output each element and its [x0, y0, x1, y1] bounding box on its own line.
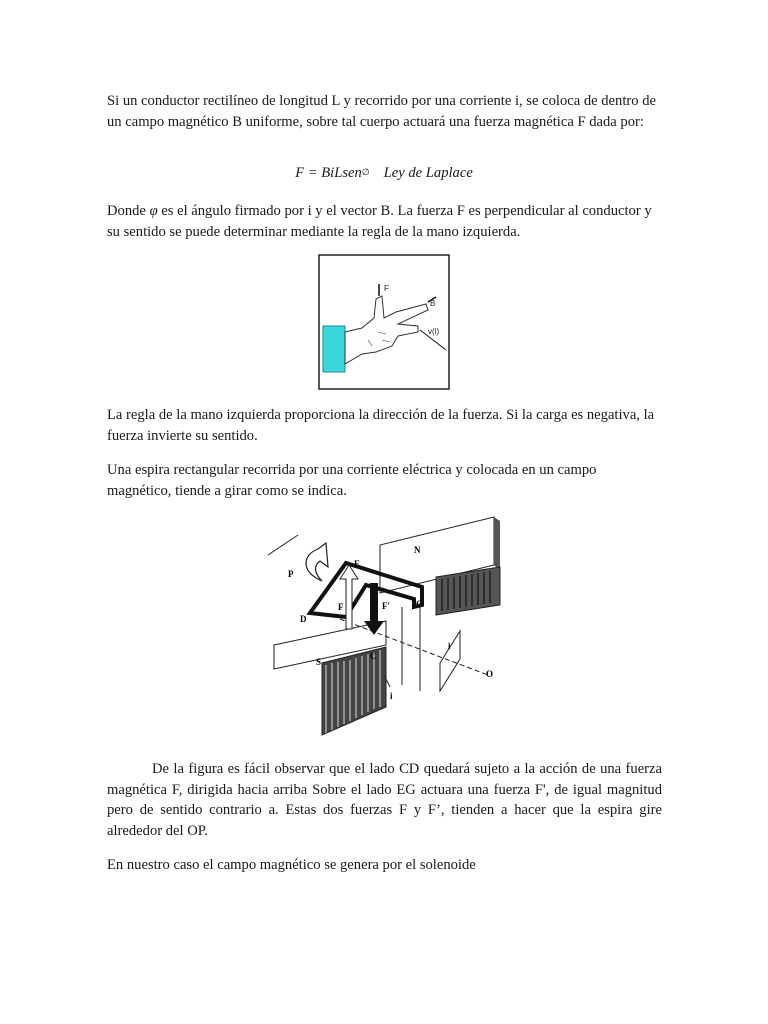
label-p: P	[288, 569, 294, 579]
north-magnet-pole	[380, 517, 500, 615]
south-magnet-pole	[274, 621, 386, 735]
solenoid-paragraph: En nuestro caso el campo magnético se genera por el solenoide	[107, 857, 476, 873]
label-i-bottom: i	[390, 691, 393, 701]
angle-text-after: es el ángulo firmado por i y el vector B. La fuerza F es perpendicular al conductor y su sentido se puede determinar mediante la regla de la mano izquierda.	[107, 203, 652, 240]
label-f: F	[338, 602, 344, 612]
formula-law-name: Ley de Laplace	[383, 165, 473, 181]
phi-symbol: φ	[149, 203, 158, 219]
intro-paragraph: Si un conductor rectilíneo de longitud L y recorrido por una corriente i, se coloca de dentro de un campo magnético B uniforme, sobre tal cuerpo actuará una fuerza magnética F dada por:	[107, 93, 656, 130]
conclusion-paragraph	[107, 759, 662, 841]
label-g: G	[416, 599, 424, 609]
conclusion-text: De la figura es fácil observar que el lado CD quedará sujeto a la acción de una fuerza magnética F, dirigida hacia arriba Sobre el lado EG actuara una fuerza F', de igual magnitud pero de sentido contrario a. Estas dos fuerzas F y F’, tienden a hacer que la espira gire alrededor del OP.	[107, 761, 662, 839]
label-c: C	[370, 651, 377, 661]
pole-edge-line	[268, 535, 298, 555]
angle-text-before: Donde	[107, 203, 150, 219]
rotation-arrow	[306, 543, 328, 581]
label-d: D	[300, 614, 307, 624]
label-o: O	[486, 669, 494, 679]
sleeve-cuff	[323, 326, 345, 372]
formula-phi-symbol: ∅	[361, 167, 370, 177]
formula-expression: F = BiLsen	[295, 165, 362, 181]
force-label: F	[384, 284, 389, 293]
left-hand-rule-figure	[318, 254, 450, 390]
angle-paragraph	[107, 201, 662, 242]
rotating-loop-figure	[262, 515, 524, 745]
label-f-prime: F'	[382, 601, 390, 611]
laplace-formula	[0, 165, 768, 182]
axis-plane	[440, 631, 460, 691]
label-s: S	[316, 657, 322, 667]
hand-rule-paragraph: La regla de la mano izquierda proporciona la dirección de la fuerza. Si la carga es negativa, la fuerza invierte su sentido.	[107, 407, 655, 444]
loop-paragraph: Una espira rectangular recorrida por una corriente eléctrica y colocada en un campo magnético, tiende a girar como se indica.	[107, 462, 597, 499]
label-i-right: i	[448, 641, 451, 651]
label-e: E	[354, 559, 361, 569]
label-n: N	[414, 545, 421, 555]
force-f-arrow	[340, 565, 358, 629]
field-label: B	[430, 299, 436, 308]
velocity-label: v(i)	[428, 327, 440, 336]
